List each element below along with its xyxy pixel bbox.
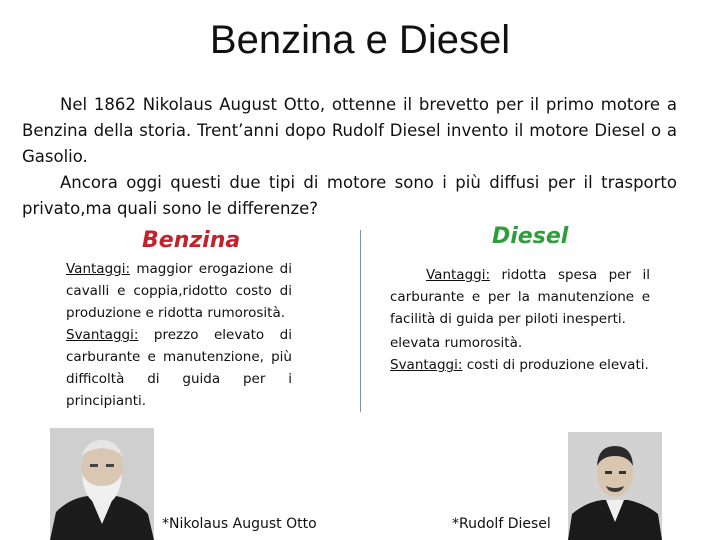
benzina-column [66,258,292,412]
slide-title: Benzina e Diesel [209,18,511,62]
intro-text [22,92,677,222]
otto-portrait-photo [50,428,154,540]
benzina-vantaggi-label: Vantaggi: [66,261,131,277]
benzina-svantaggi-label: Svantaggi: [66,327,139,343]
diesel-heading: Diesel [492,224,569,249]
diesel-caption: *Rudolf Diesel [452,516,551,532]
benzina-vantaggi [66,258,292,324]
diesel-svantaggi-label: Svantaggi: [390,357,463,373]
intro-paragraph-2: Ancora oggi questi due tipi di motore sono i più diffusi per il trasporto privato,ma quali sono le differenze? [22,173,677,218]
diesel-vantaggi-label: Vantaggi: [426,267,491,283]
column-divider [360,230,361,412]
diesel-vantaggi-text: ridotta spesa per il carburante e per la manutenzione e facilità di guida per piloti inesperti. [390,267,650,327]
diesel-svantaggi [390,354,650,376]
benzina-heading: Benzina [142,228,241,253]
benzina-svantaggi [66,324,292,412]
otto-caption: *Nikolaus August Otto [162,516,317,532]
benzina-svantaggi-text: prezzo elevato di carburante e manutenzione, più difficoltà di guida per i principianti. [66,327,292,409]
diesel-column [390,264,650,376]
otto-portrait-icon [50,428,154,540]
diesel-svantaggi-text: costi di produzione elevati. [462,357,649,373]
diesel-portrait-photo [568,432,662,540]
diesel-vantaggi-extra: elevata rumorosità. [390,335,523,351]
diesel-vantaggi [390,264,650,330]
benzina-vantaggi-text: maggior erogazione di cavalli e coppia,ridotto costo di produzione e ridotta rumorosità. [66,261,292,321]
intro-paragraph-1: Nel 1862 Nikolaus August Otto, ottenne il brevetto per il primo motore a Benzina della storia. Trent’anni dopo Rudolf Diesel invento il motore Diesel o a Gasolio. [22,95,677,166]
diesel-portrait-icon [568,432,662,540]
